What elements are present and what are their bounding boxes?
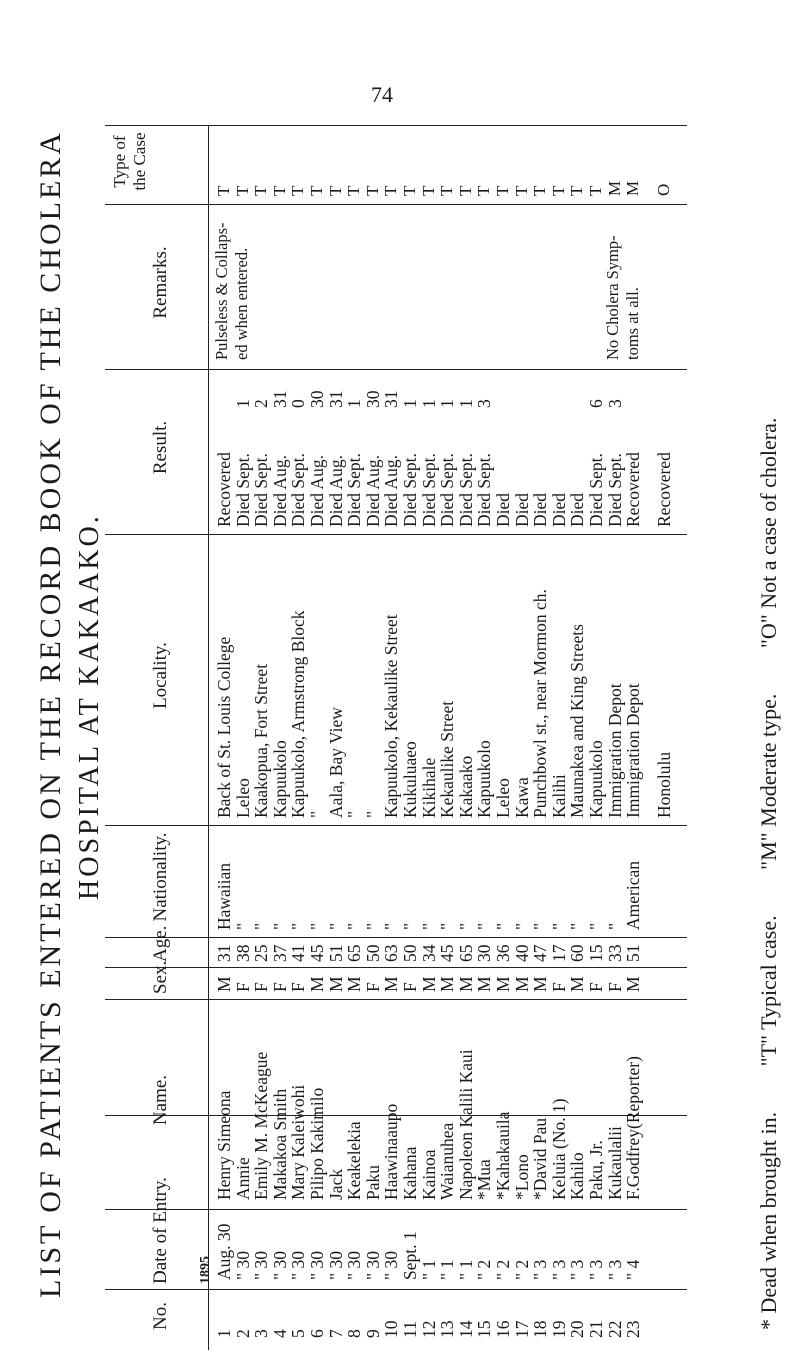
row-number: 22 xyxy=(604,1320,625,1338)
remark: No Cholera Symp-toms at all. xyxy=(602,235,642,360)
patient-name: Mary Kaleiwohi xyxy=(288,1084,309,1200)
nationality: " xyxy=(604,922,625,930)
rule-header xyxy=(208,125,209,1350)
case-type: T xyxy=(251,185,271,196)
result-day: 1 xyxy=(418,399,439,408)
patient-name: Kahana xyxy=(400,1146,420,1200)
patient-sex: F xyxy=(269,982,290,992)
result: Died Aug. xyxy=(325,455,346,527)
locality: Kapuukolo xyxy=(586,740,606,818)
patient-name: *Mua xyxy=(474,1159,495,1200)
patient-name: Makakoa Smith xyxy=(269,1088,290,1200)
locality: Kalihi xyxy=(548,774,569,818)
locality: Kapuukolo, Kekaulike Street xyxy=(381,614,402,818)
patient-sex: M xyxy=(567,976,588,992)
nationality: " xyxy=(325,922,346,930)
row-number: 10 xyxy=(381,1320,402,1338)
patient-sex: M xyxy=(344,976,365,992)
patient-name: Kukaulalii xyxy=(604,1126,625,1200)
entry-date: " 30 xyxy=(251,1250,272,1280)
row-number: 18 xyxy=(530,1320,551,1338)
patient-sex: M xyxy=(493,976,513,992)
result-day: 1 xyxy=(232,399,253,408)
footnote-moderate: "M" Moderate type. xyxy=(756,693,781,870)
result: Died Sept. xyxy=(474,453,495,527)
entry-date: " 3 xyxy=(530,1259,551,1280)
result: Died Aug. xyxy=(362,455,383,527)
entry-date: " 1 xyxy=(437,1259,458,1280)
result: Died Aug. xyxy=(381,455,402,527)
case-type: T xyxy=(344,185,364,196)
locality: Punchbowl st., near Mormon ch. xyxy=(530,589,551,818)
patient-name: F.Godfrey(Reporter) xyxy=(623,1056,644,1200)
case-type: T xyxy=(307,185,326,196)
nationality: " xyxy=(362,922,383,930)
patient-age: 41 xyxy=(288,944,309,962)
result-day: 1 xyxy=(437,399,458,408)
patient-sex: M xyxy=(307,976,327,992)
result: Recovered xyxy=(623,452,644,527)
result: Recovered xyxy=(653,452,674,527)
entry-date: " 2 xyxy=(474,1259,495,1280)
patient-age: 65 xyxy=(344,944,365,962)
case-type: T xyxy=(418,185,438,196)
locality: Kukuluaeo xyxy=(400,741,420,818)
header-nationality: Nationality. xyxy=(150,832,171,922)
result: Died Sept. xyxy=(288,453,309,527)
result: Died xyxy=(548,492,569,527)
patient-name: Kainoa xyxy=(418,1149,439,1200)
case-type: M xyxy=(623,180,643,196)
locality: " xyxy=(344,810,365,818)
entry-date: " 1 xyxy=(418,1259,439,1280)
nationality: " xyxy=(567,922,588,930)
column-rule xyxy=(105,369,687,370)
entry-date: " 30 xyxy=(269,1250,290,1280)
nationality: " xyxy=(344,922,365,930)
patient-sex: M xyxy=(325,976,346,992)
patient-sex: F xyxy=(288,982,309,992)
result: Died Sept. xyxy=(232,453,253,527)
nationality: " xyxy=(400,922,420,930)
locality: Kapuukolo xyxy=(269,740,290,818)
year-label: 1895 xyxy=(198,1256,213,1284)
footnote xyxy=(756,378,782,1330)
locality: Kawa xyxy=(511,777,532,818)
header-remarks: Remarks. xyxy=(150,246,171,319)
result-day: 2 xyxy=(251,399,272,408)
patient-name: Napoleon Kalili Kaui xyxy=(455,1049,476,1200)
row-number: 13 xyxy=(437,1320,458,1338)
header-locality: Locality. xyxy=(150,642,171,709)
result: Died Sept. xyxy=(455,453,476,527)
patient-name: *Kahakauila xyxy=(493,1111,513,1200)
patient-age: 30 xyxy=(474,944,495,962)
patient-age: 34 xyxy=(418,944,439,962)
nationality: " xyxy=(381,922,402,930)
result: Died xyxy=(511,492,532,527)
locality: Immigration Depot xyxy=(604,683,625,818)
page-number: 74 xyxy=(371,82,393,107)
case-type: O xyxy=(653,183,673,196)
nationality: " xyxy=(530,922,551,930)
result: Died Sept. xyxy=(400,453,420,527)
patient-sex: M xyxy=(418,976,439,992)
entry-date: " 30 xyxy=(344,1250,365,1280)
patient-age: 50 xyxy=(400,944,420,962)
result-day: 1 xyxy=(344,399,365,408)
result: Died xyxy=(493,492,513,527)
locality: Kakaako xyxy=(455,755,476,818)
patient-name: Haawinaaupo xyxy=(381,1103,402,1200)
patient-name: Henry Simeona xyxy=(214,1090,234,1200)
result-day: 1 xyxy=(400,399,420,408)
patient-age: 45 xyxy=(437,944,458,962)
patient-sex: M xyxy=(511,976,532,992)
patient-age: 31 xyxy=(214,944,234,962)
patient-age: 25 xyxy=(251,944,272,962)
row-number: 23 xyxy=(623,1320,644,1338)
nationality: " xyxy=(493,922,513,930)
result: Died Sept. xyxy=(437,453,458,527)
patient-age: 63 xyxy=(381,944,402,962)
document-subtitle: HOSPITAL AT KAKAAKO. xyxy=(74,513,105,900)
result-day: 0 xyxy=(288,399,309,408)
case-type: T xyxy=(381,185,401,196)
nationality: " xyxy=(418,922,439,930)
case-type: T xyxy=(214,185,233,196)
patient-age: 60 xyxy=(567,944,588,962)
result-day: 3 xyxy=(604,399,625,408)
case-type: T xyxy=(493,185,512,196)
result: Died Sept. xyxy=(604,453,625,527)
result-day: 30 xyxy=(307,390,327,408)
entry-date: " 30 xyxy=(381,1250,402,1280)
entry-date: " 3 xyxy=(548,1259,569,1280)
header-sex: Sex. xyxy=(150,960,171,994)
entry-date: " 2 xyxy=(493,1259,513,1280)
patient-age: 33 xyxy=(604,944,625,962)
patient-age: 37 xyxy=(269,944,290,962)
case-type: T xyxy=(455,185,475,196)
column-rule xyxy=(105,937,687,938)
patient-sex: M xyxy=(455,976,476,992)
footnote-typical: "T" Typical case. xyxy=(756,915,781,1067)
patient-sex: M xyxy=(214,976,234,992)
patient-name: Waianuhea xyxy=(437,1122,458,1200)
case-type: T xyxy=(232,185,252,196)
locality: Maunakea and King Streets xyxy=(567,624,588,818)
locality: Aala, Bay View xyxy=(325,707,346,818)
row-number: 4 xyxy=(269,1329,290,1338)
result-day: 31 xyxy=(325,390,346,408)
patient-age: 51 xyxy=(325,944,346,962)
patient-age: 38 xyxy=(232,944,253,962)
header-no: No. xyxy=(150,1302,171,1330)
nationality: " xyxy=(474,922,495,930)
case-type: T xyxy=(530,185,550,196)
remark: Pulseless & Collaps-ed when entered. xyxy=(212,222,251,360)
locality: " xyxy=(307,810,327,818)
entry-date: " 30 xyxy=(288,1250,309,1280)
locality: Kapuukolo, Armstrong Block xyxy=(288,610,309,818)
row-number: 14 xyxy=(455,1320,476,1338)
entry-date: " 30 xyxy=(325,1250,346,1280)
patient-name: Kahilo xyxy=(567,1152,588,1200)
patient-age: 47 xyxy=(530,944,551,962)
case-type: T xyxy=(400,185,419,196)
row-number: 19 xyxy=(548,1320,569,1338)
locality: " xyxy=(362,810,383,818)
patient-sex: F xyxy=(604,982,625,992)
patient-age: 65 xyxy=(455,944,476,962)
locality: Kekaulike Street xyxy=(437,700,458,818)
nationality: " xyxy=(269,922,290,930)
case-type: T xyxy=(474,185,494,196)
result: Died Aug. xyxy=(307,455,327,527)
header-type: Type of the Case xyxy=(110,132,149,191)
entry-date: Sept. 1 xyxy=(400,1231,420,1280)
case-type: T xyxy=(325,185,345,196)
locality: Immigration Depot xyxy=(623,683,644,818)
case-type: T xyxy=(437,185,457,196)
case-type: T xyxy=(586,185,605,196)
locality: Leleo xyxy=(232,778,253,818)
nationality: " xyxy=(288,922,309,930)
result: Died xyxy=(567,492,588,527)
entry-date: " 30 xyxy=(362,1250,383,1280)
header-result: Result. xyxy=(150,420,171,475)
result-day: 6 xyxy=(586,399,606,408)
row-number: 1 xyxy=(214,1329,234,1338)
patient-name: Paku, Jr. xyxy=(586,1140,606,1200)
result: Died Sept. xyxy=(586,453,606,527)
case-type: T xyxy=(269,185,289,196)
header-age: Age. xyxy=(150,925,171,962)
patient-age: 45 xyxy=(307,944,327,962)
column-rule xyxy=(105,999,687,1000)
row-number: 8 xyxy=(344,1329,365,1338)
entry-date: " 3 xyxy=(586,1259,606,1280)
column-rule xyxy=(105,967,687,968)
case-type: T xyxy=(511,185,531,196)
row-number: 9 xyxy=(362,1329,383,1338)
patient-sex: F xyxy=(232,982,253,992)
patient-name: Keluia (No. 1) xyxy=(548,1098,569,1200)
patient-sex: M xyxy=(381,976,402,992)
patient-age: 15 xyxy=(586,944,606,962)
row-number: 15 xyxy=(474,1320,495,1338)
row-number: 6 xyxy=(307,1329,327,1338)
result-day: 3 xyxy=(474,399,495,408)
nationality: " xyxy=(232,922,253,930)
column-rule xyxy=(105,825,687,826)
row-number: 5 xyxy=(288,1329,309,1338)
result-day: 30 xyxy=(362,390,383,408)
nationality: " xyxy=(307,922,327,930)
patient-name: Jack xyxy=(325,1168,346,1200)
patient-sex: M xyxy=(530,976,551,992)
case-type: T xyxy=(567,185,587,196)
patient-sex: M xyxy=(623,976,644,992)
case-type: T xyxy=(362,185,382,196)
locality: Leleo xyxy=(493,778,513,818)
entry-date: " 30 xyxy=(232,1250,253,1280)
result: Died Sept. xyxy=(344,453,365,527)
patient-name: *David Pau xyxy=(530,1117,551,1200)
patient-sex: M xyxy=(474,976,495,992)
footnote-not-case: "O" Not a case of cholera. xyxy=(756,417,781,649)
patient-age: 51 xyxy=(623,944,644,962)
result: Died Sept. xyxy=(418,453,439,527)
nationality: " xyxy=(511,922,532,930)
nationality: American xyxy=(623,861,644,930)
patient-sex: F xyxy=(362,982,383,992)
patient-sex: F xyxy=(400,982,420,992)
result-day: 31 xyxy=(381,390,402,408)
locality: Back of St. Louis College xyxy=(214,636,234,818)
patient-name: Annie xyxy=(232,1157,253,1200)
patient-age: 40 xyxy=(511,944,532,962)
column-rule xyxy=(105,204,687,205)
entry-date: " 1 xyxy=(455,1259,476,1280)
entry-date: " 4 xyxy=(623,1259,644,1280)
locality: Kikihale xyxy=(418,757,439,818)
nationality: " xyxy=(548,922,569,930)
document-title: LIST OF PATIENTS ENTERED ON THE RECORD BOOK OF THE CHOLERA xyxy=(34,130,67,1298)
row-number: 20 xyxy=(567,1320,588,1338)
row-number: 2 xyxy=(232,1329,253,1338)
nationality: Hawaiian xyxy=(214,862,234,930)
result: Died Sept. xyxy=(251,453,272,527)
entry-date: " 30 xyxy=(307,1250,327,1280)
entry-date: Aug. 30 xyxy=(214,1223,234,1280)
entry-date: " 3 xyxy=(567,1259,588,1280)
entry-date: " 3 xyxy=(604,1259,625,1280)
patient-name: Pilipo Kakimilo xyxy=(307,1087,327,1200)
locality: Honolulu xyxy=(653,751,674,818)
patient-name: Keakelekia xyxy=(344,1121,365,1200)
patient-age: 50 xyxy=(362,944,383,962)
entry-date: " 2 xyxy=(511,1259,532,1280)
nationality: " xyxy=(437,922,458,930)
patient-sex: F xyxy=(586,982,606,992)
patient-name: Paku xyxy=(362,1165,383,1200)
table-top-rule xyxy=(105,125,687,126)
row-number: 21 xyxy=(586,1320,606,1338)
result-day: 1 xyxy=(455,399,476,408)
patient-sex: F xyxy=(251,982,272,992)
row-number: 12 xyxy=(418,1320,439,1338)
row-number: 7 xyxy=(325,1329,346,1338)
row-number: 3 xyxy=(251,1329,272,1338)
result: Recovered xyxy=(214,452,234,527)
header-name: Name. xyxy=(150,1074,171,1126)
footnote-dead: * Dead when brought in. xyxy=(756,1111,781,1330)
nationality: " xyxy=(586,922,606,930)
patient-sex: F xyxy=(548,982,569,992)
locality: Kapuukolo xyxy=(474,740,495,818)
case-type: T xyxy=(288,185,308,196)
row-number: 16 xyxy=(493,1320,513,1338)
locality: Kaakopua, Fort Street xyxy=(251,663,272,818)
row-number: 17 xyxy=(511,1320,532,1338)
header-date: Date of Entry. xyxy=(150,1177,171,1284)
column-rule xyxy=(105,1209,687,1210)
result: Died Aug. xyxy=(269,455,290,527)
patient-name: *Lono xyxy=(511,1154,532,1200)
column-rule xyxy=(105,1289,687,1290)
case-type: T xyxy=(548,185,568,196)
nationality: " xyxy=(251,922,272,930)
patient-name: Emily M. McKeague xyxy=(251,1051,272,1200)
case-type: M xyxy=(604,180,624,196)
row-number: 11 xyxy=(400,1321,420,1338)
result: Died xyxy=(530,492,551,527)
patient-sex: M xyxy=(437,976,458,992)
result-day: 31 xyxy=(269,390,290,408)
patient-age: 17 xyxy=(548,944,569,962)
nationality: " xyxy=(455,922,476,930)
patient-age: 36 xyxy=(493,944,513,962)
column-rule xyxy=(105,534,687,535)
